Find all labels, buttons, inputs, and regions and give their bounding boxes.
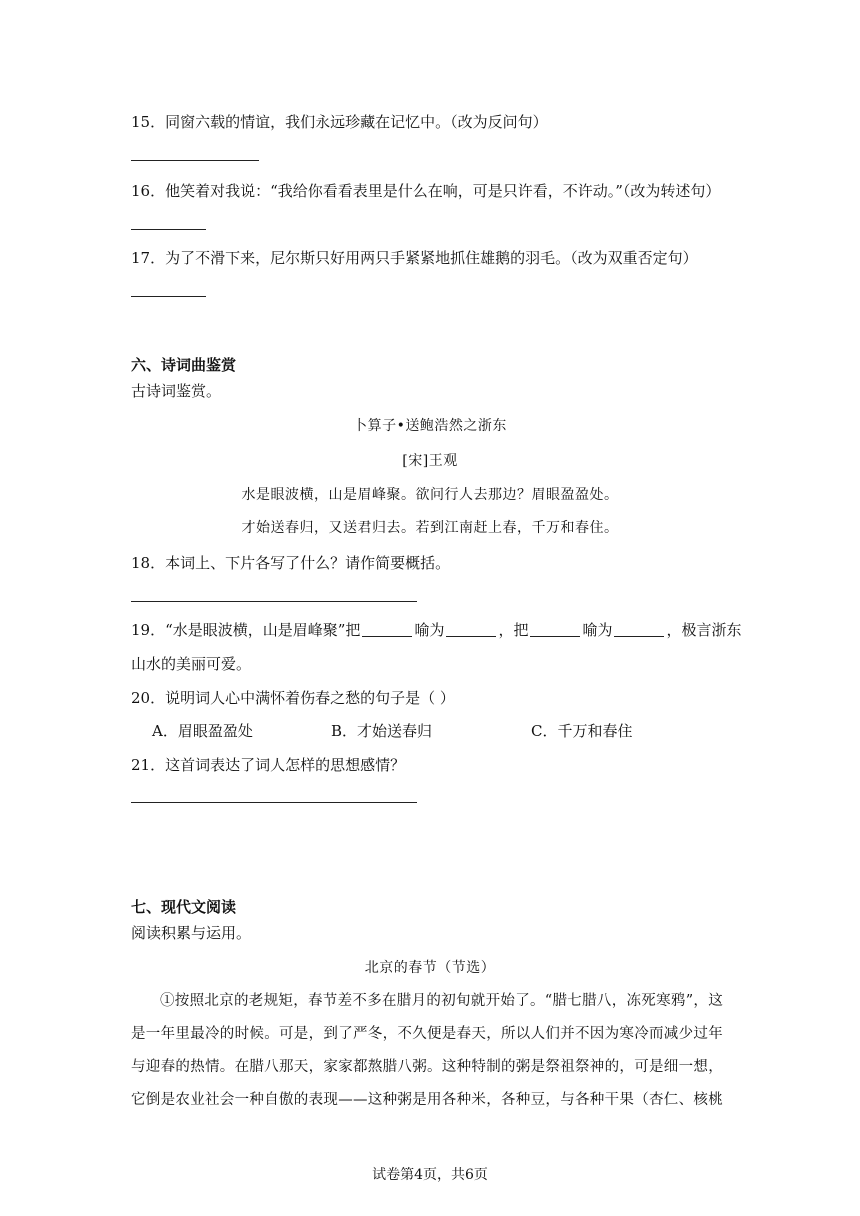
page-footer: 试卷第4页，共6页 [372, 1167, 488, 1183]
option-a[interactable]: A．眉眼盈盈处 [152, 722, 253, 740]
q19-blank-1[interactable] [362, 622, 412, 637]
q19-part-d: 喻为 [582, 621, 613, 639]
poem-line-2: 才始送春归，又送君归去。若到江南赶上春，千万和春住。 [241, 520, 619, 536]
answer-line-17[interactable] [131, 296, 206, 297]
question-18: 18．本词上、下片各写了什么？请作简要概括。 [131, 554, 451, 572]
question-15: 15．同窗六载的情谊，我们永远珍藏在记忆中。（改为反问句） [131, 113, 548, 131]
q19-part-e: ，极言浙东 [666, 621, 742, 639]
answer-line-15[interactable] [131, 160, 259, 161]
answer-line-21[interactable] [131, 802, 417, 803]
option-c[interactable]: C．千万和春住 [531, 722, 633, 740]
q19-part-a: 19．“水是眼波横，山是眉峰聚”把 [131, 621, 361, 639]
question-19 [131, 619, 742, 640]
q19-part-c: ，把 [498, 621, 529, 639]
question-21: 21．这首词表达了词人怎样的思想感情？ [131, 756, 406, 774]
q19-blank-3[interactable] [530, 622, 580, 637]
question-17: 17．为了不滑下来，尼尔斯只好用两只手紧紧地抓住雄鹅的羽毛。（改为双重否定句） [131, 249, 698, 267]
section-6-subtitle: 古诗词鉴赏。 [131, 382, 222, 400]
question-16: 16．他笑着对我说：“我给你看看表里是什么在响，可是只许看，不许动。”（改为转述句） [131, 182, 721, 200]
question-19-line-2: 山水的美丽可爱。 [131, 655, 252, 673]
answer-line-18[interactable] [131, 601, 417, 602]
poem-line-1: 水是眼波横，山是眉峰聚。欲问行人去那边？眉眼盈盈处。 [241, 487, 619, 503]
passage-paragraph-1: ①按照北京的老规矩，春节差不多在腊月的初旬就开始了。“腊七腊八，冻死寒鸦”，这是一年里最冷的时候。可是，到了严冬，不久便是春天，所以人们并不因为寒冷而减少过年与迎春的热情。在腊八那天，家家都熬腊八粥。这种特制的粥是祭祖祭神的，可是细一想，它倒是农业社会一种自傲的表现——这种粥是用各种米，各种豆，与各种干果（杏仁、核桃 [131, 993, 724, 1108]
passage-body [131, 985, 731, 1117]
answer-line-16[interactable] [131, 229, 206, 230]
section-6-heading: 六、诗词曲鉴赏 [131, 356, 237, 374]
section-7-subtitle: 阅读积累与运用。 [131, 924, 252, 942]
passage-title: 北京的春节（节选） [364, 960, 496, 976]
section-7-heading: 七、现代文阅读 [131, 898, 237, 916]
option-b[interactable]: B．才始送春归 [331, 722, 433, 740]
poem-title: 卜算子•送鲍浩然之浙东 [353, 418, 507, 434]
q19-part-b: 喻为 [414, 621, 445, 639]
poem-author: [宋]王观 [402, 453, 458, 469]
question-20: 20．说明词人心中满怀着伤春之愁的句子是（ ） [131, 689, 455, 707]
q19-blank-2[interactable] [446, 622, 496, 637]
q19-blank-4[interactable] [614, 622, 664, 637]
